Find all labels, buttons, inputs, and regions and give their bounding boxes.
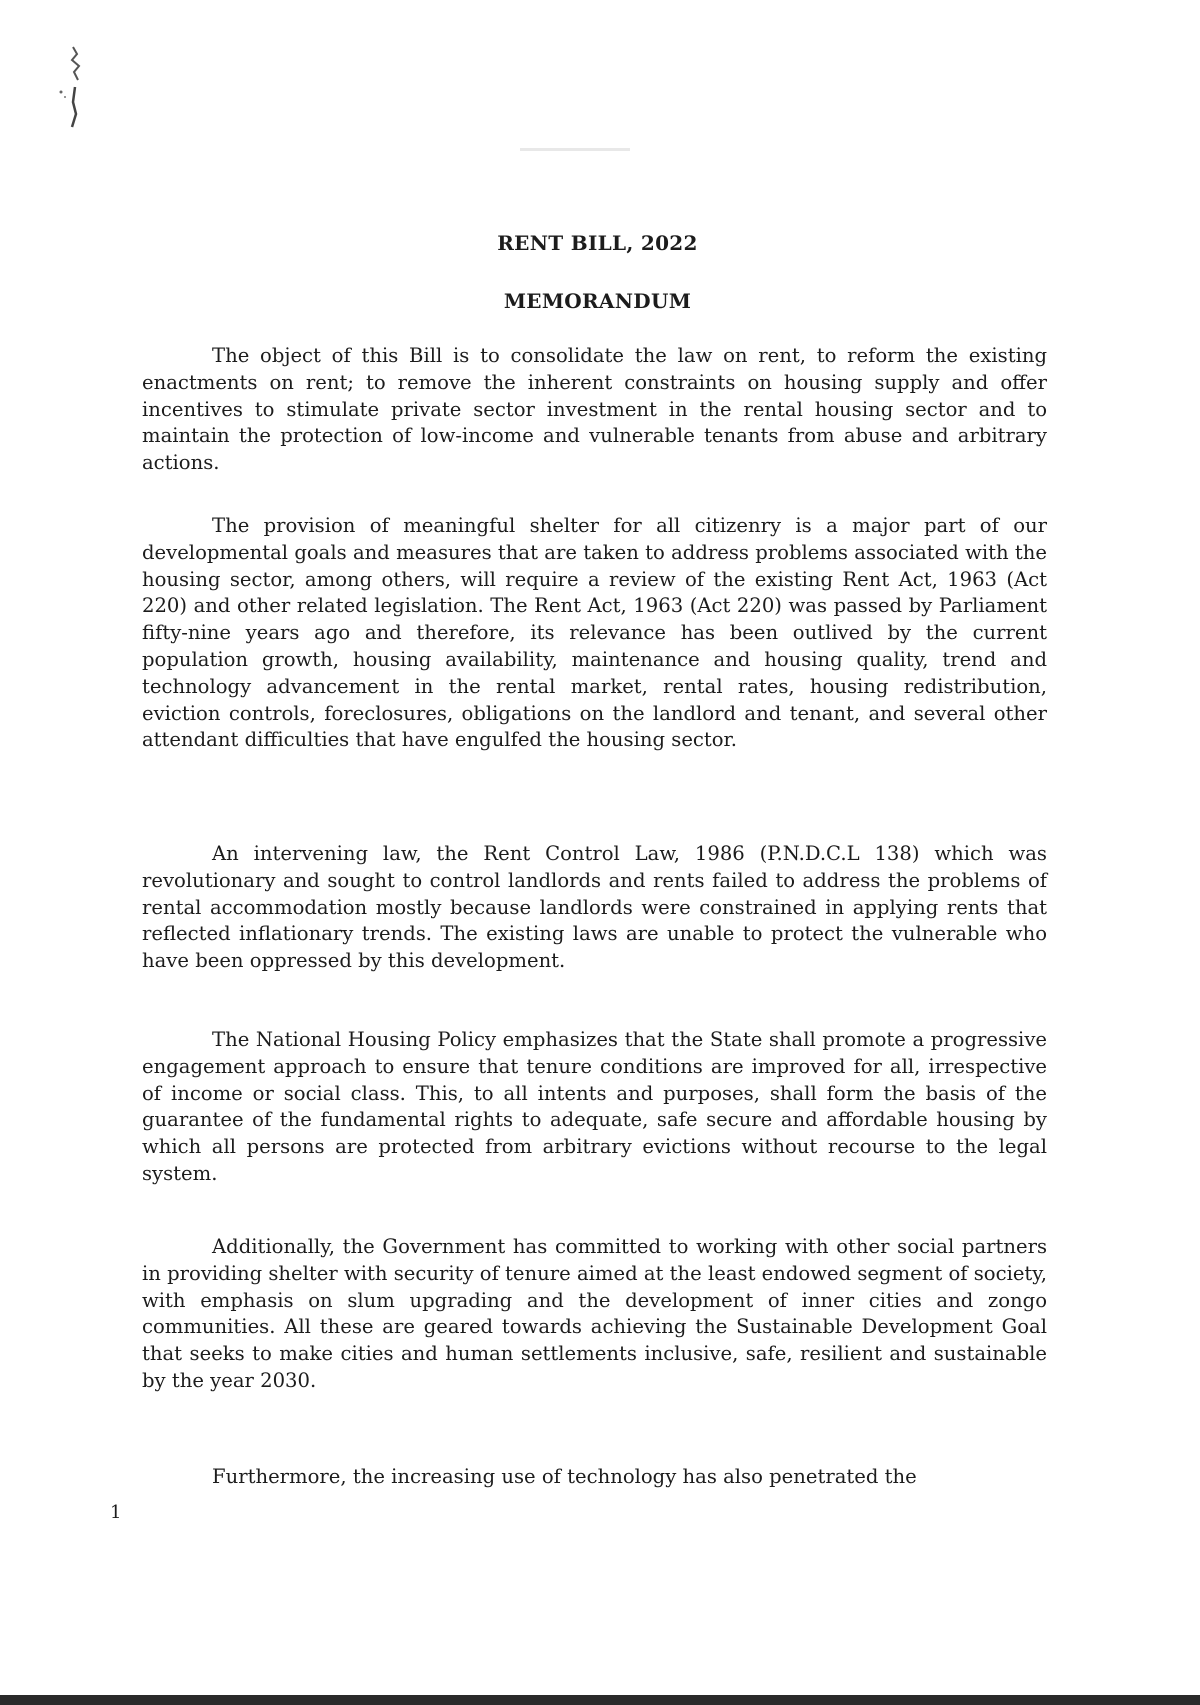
paragraph-housing-policy: The National Housing Policy emphasizes that the State shall promote a progressive engagement approach to ensure that tenure conditions are improved for all, irrespective of income or social class. This, to all intents and purposes, shall form the basis of the guarantee of the fundamental rights to adequate, safe secure and affordable housing by which all persons are protected from arbitrary evictions without recourse to the legal system. (142, 1028, 1047, 1185)
paragraph-shelter-provision: The provision of meaningful shelter for all citizenry is a major part of our developmental goals and measures that are taken to address problems associated with the housing sector, among others, will require a review of the existing Rent Act, 1963 (Act 220) and other related legislation. The Rent Act, 1963 (Act 220) was passed by Parliament fifty-nine years ago and therefore, its relevance has been outlived by the current population growth, housing availability, maintenance and housing quality, trend and technology advancement in the rental market, rental rates, housing redistribution, eviction controls, foreclosures, obligations on the landlord and tenant, and several other attendant difficulties that have engulfed the housing sector. (142, 514, 1047, 752)
scan-artifact-icon (55, 42, 95, 137)
document-subtitle: MEMORANDUM (503, 289, 692, 313)
paragraph-government-commitment: Additionally, the Government has committed to working with other social partners in providing shelter with security of tenure aimed at the least endowed segment of society, with emphasis on slum upgrading and the development of inner cities and zongo communities. All these are geared towards achieving the Sustainable Development Goal that seeks to make cities and human settlements inclusive, safe, resilient and sustainable by the year 2030. (142, 1235, 1047, 1392)
paragraph-object: The object of this Bill is to consolidate the law on rent, to reform the existing enactments on rent; to remove the inherent constraints on housing supply and offer incentives to stimulate private sector investment in the rental housing sector and to maintain the protection of low-income and vulnerable tenants from abuse and arbitrary actions. (142, 344, 1047, 475)
scan-bottom-edge (0, 1695, 1200, 1705)
scan-smudge (520, 148, 630, 151)
paragraph-technology: Furthermore, the increasing use of technology has also penetrated the (212, 1465, 917, 1488)
document-title: RENT BILL, 2022 (497, 231, 698, 255)
paragraph-rent-control-law: An intervening law, the Rent Control Law, 1986 (P.N.D.C.L 138) which was revolutionary and sought to control landlords and rents failed to address the problems of rental accommodation mostly because landlords were constrained in applying rents that reflected inflationary trends. The existing laws are unable to protect the vulnerable who have been oppressed by this development. (142, 842, 1047, 973)
page-number: 1 (110, 1502, 122, 1523)
